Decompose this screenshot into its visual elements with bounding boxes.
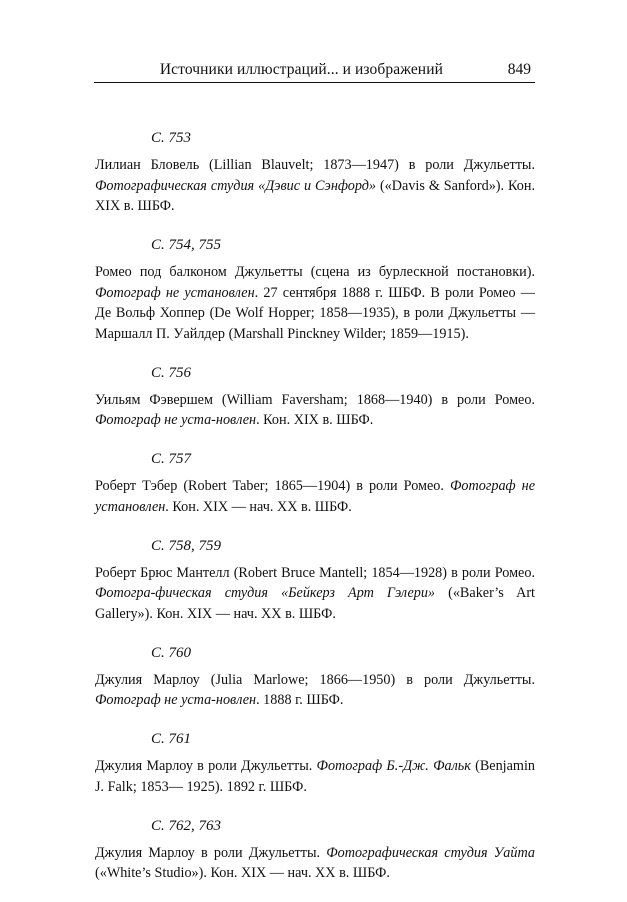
text-segment: (Benjamin J. Falk; 1853— (95, 758, 535, 795)
text-segment: Джулия Марлоу в роли Джульетты. (95, 844, 327, 861)
text-segment: Кон. XIX — нач. XX в. ШБФ. (210, 865, 390, 881)
text-segment: Wilder; 1859—1915). (343, 325, 469, 342)
text-segment: («Baker’s Art Gallery»). Кон. XIX — нач. XX в. (95, 585, 535, 622)
italic-text: Фотограф Б.-Дж. Фальк (316, 758, 471, 774)
entry-description (95, 756, 535, 797)
page-number: 849 (507, 61, 531, 78)
source-entry (95, 449, 535, 517)
running-title: Источники иллюстраций... и изображений (159, 61, 443, 78)
text-segment: Роберт Брюс Мантелл (Robert Bruce Mantell; 1854—1928) в роли Ромео. (95, 564, 535, 581)
text-segment: Уильям Фэвершем (William Faversham; 1868—1940) в роли Ромео. (95, 391, 535, 408)
text-segment: 1925). 1892 г. ШБФ. (186, 778, 307, 795)
text-segment: Роберт Тэбер (Robert Taber; 1865—1904) в роли Ромео. (95, 478, 450, 494)
italic-text: установлен (184, 284, 255, 301)
source-entry (95, 128, 535, 217)
text-segment: Джулия Марлоу в роли Джульетты. (95, 758, 317, 774)
page-reference: С. 761 (151, 731, 192, 747)
source-entry (95, 729, 535, 797)
page-reference: С. 753 (151, 130, 192, 146)
page-reference: С. 754, 755 (151, 237, 222, 253)
entry-description (95, 670, 535, 711)
text-segment: («Davis & Sanford»). Кон. XIX в. ШБФ. (95, 177, 536, 214)
page-reference: С. 762, 763 (151, 817, 222, 834)
source-entry (95, 363, 535, 431)
entry-description (95, 390, 535, 431)
page-reference: С. 757 (151, 451, 192, 467)
entry-description (95, 155, 535, 217)
italic-text: Фотогра- (95, 585, 156, 601)
italic-text: Фотографическая (95, 177, 207, 194)
text-segment: Ромео под балконом Джульетты (сцена из бурлескной постановки). (95, 264, 535, 280)
italic-text: Фотограф не уста- (95, 412, 216, 428)
entry-description (95, 563, 535, 625)
page-reference: С. 760 (151, 644, 192, 661)
italic-text: Фотографическая студия Уайта (326, 844, 536, 861)
page-reference: С. 758, 759 (151, 537, 222, 554)
text-segment: Hopper; 1858—1935), в роли Джульетты — Маршалл П. Уайлдер (Marshall Pinckney (95, 305, 536, 342)
page-reference: С. 756 (151, 364, 192, 381)
italic-text: фическая студия «Бейкерз Арт Гэлери» (155, 585, 436, 601)
source-entry (95, 235, 535, 344)
text-segment: . 1888 г. ШБФ. (256, 692, 344, 708)
text-segment: Джулия Марлоу (Julia Marlowe; 1866—1950) в роли Джульетты. (95, 671, 535, 688)
italic-text: Фотограф не уста- (95, 692, 216, 708)
text-segment: («White’s Studio»). (95, 865, 207, 881)
source-entry (95, 816, 535, 884)
entry-description (95, 843, 535, 884)
italic-text: Фотограф не (95, 284, 180, 301)
text-segment: . 27 сентября 1888 г. ШБФ. В роли Ромео — Де Вольф Хоппер (De Wolf (95, 284, 535, 321)
illustration-sources-list (95, 128, 535, 902)
entry-description (95, 476, 535, 517)
text-segment: Лилиан Бловель (Lillian Blauvelt; 1873—1947) в роли Джульетты. (95, 157, 535, 173)
italic-text: новлен (215, 692, 257, 708)
italic-text: Фотограф не установлен (95, 478, 535, 515)
source-entry (95, 536, 535, 625)
text-segment: Кон. XIX — нач. XX в. ШБФ. (172, 498, 352, 515)
text-segment: . (165, 498, 169, 515)
text-segment: ШБФ. (298, 605, 336, 622)
italic-text: новлен (215, 412, 257, 428)
italic-text: студия «Дэвис и Сэнфорд» (210, 177, 377, 194)
entry-description (95, 262, 535, 344)
running-header (94, 60, 535, 83)
source-entry (95, 643, 535, 711)
text-segment: . Кон. XIX в. ШБФ. (256, 412, 374, 428)
